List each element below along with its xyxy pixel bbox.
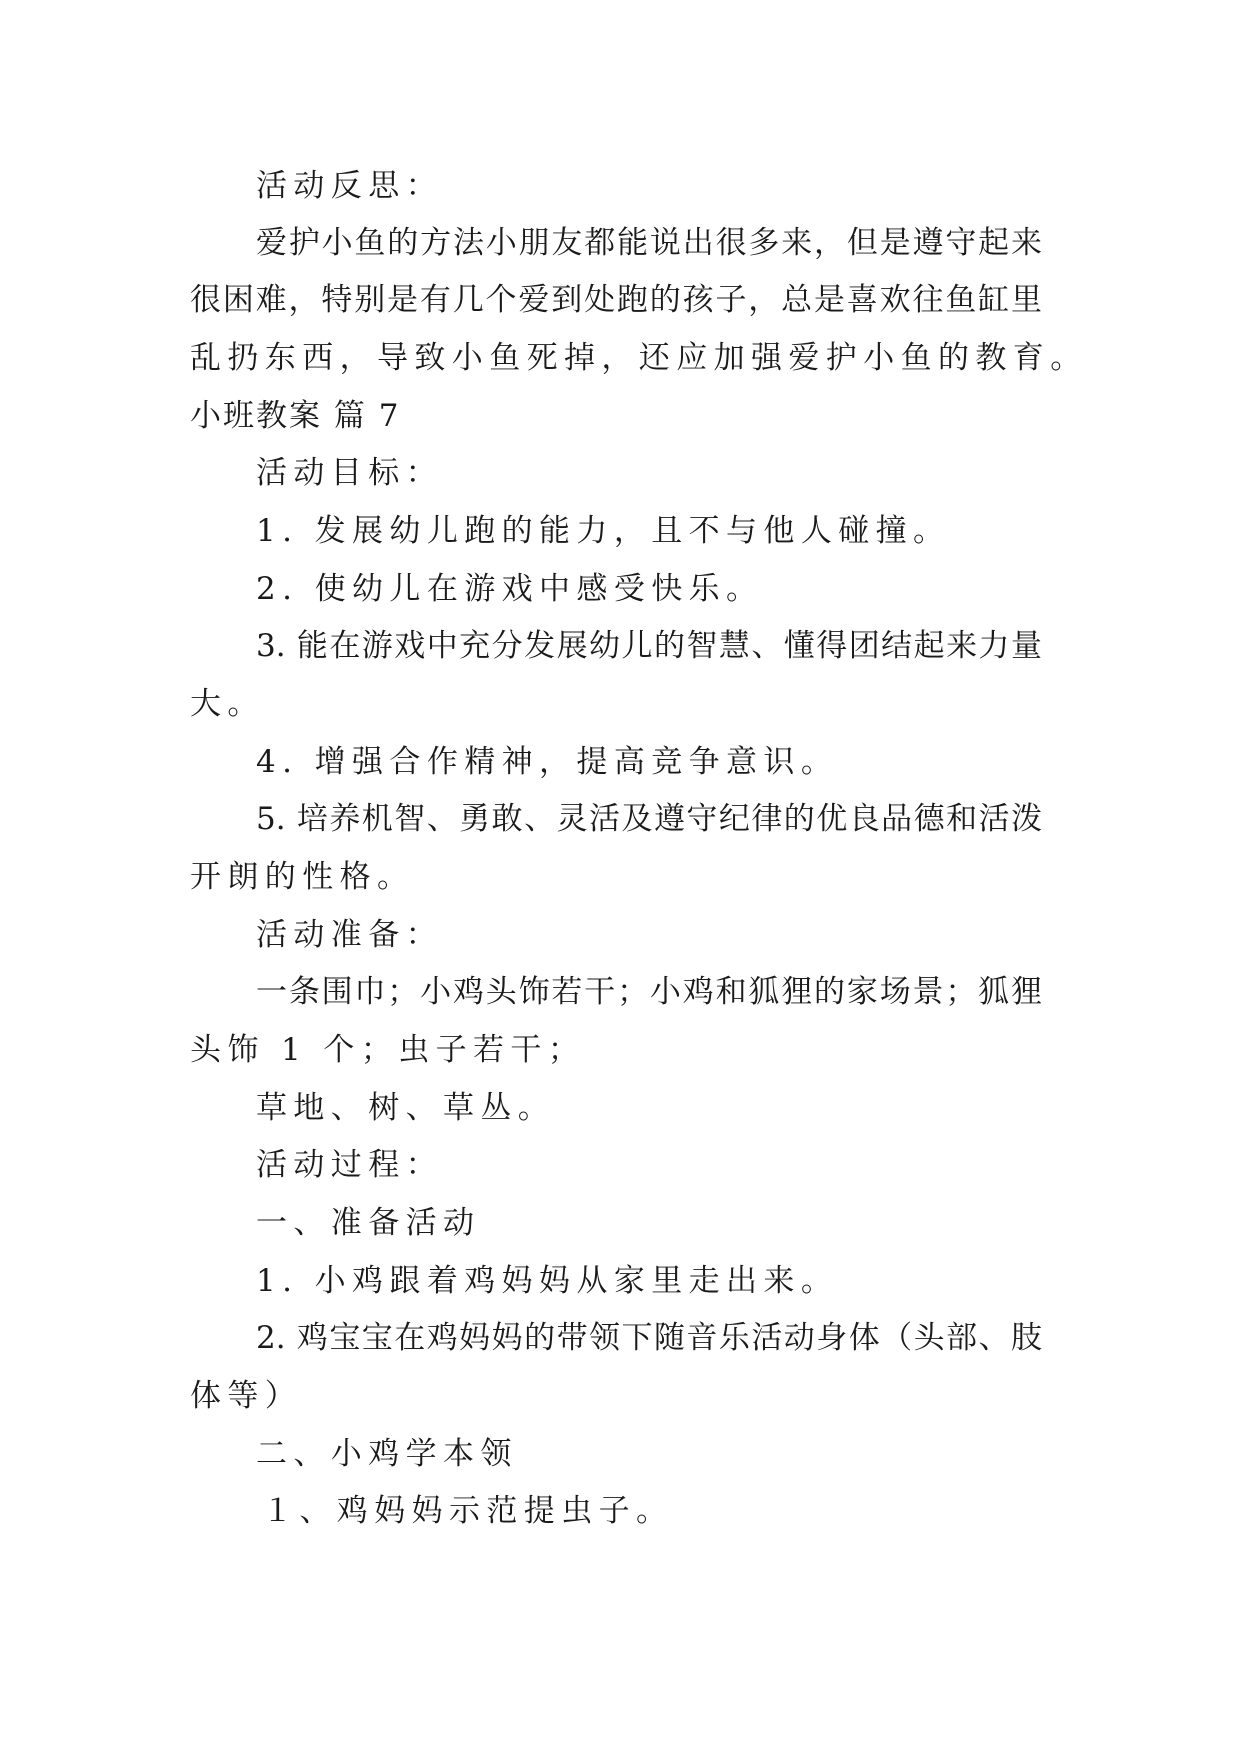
list-item: １、鸡妈妈示范提虫子。 [262,1493,674,1529]
list-item-continuation: 大。 [190,686,265,722]
subsection-heading: 二、小鸡学本领 [256,1436,518,1472]
section-heading-goals: 活动目标： [256,455,443,491]
list-item: 2. 使幼儿在游戏中感受快乐。 [256,571,764,607]
section-heading-reflection: 活动反思： [256,168,443,204]
lesson-plan-title: 小班教案 篇 7 [190,398,401,434]
list-item-continuation: 体等） [190,1378,303,1414]
section-heading-process: 活动过程： [256,1147,443,1183]
paragraph-line: 草地、树、草丛。 [256,1090,556,1126]
paragraph-line: 一条围巾；小鸡头饰若干；小鸡和狐狸的家场景；狐狸 [256,974,1042,1010]
list-item: 3. 能在游戏中充分发展幼儿的智慧、懂得团结起来力量 [256,628,1042,664]
paragraph-line: 很困难，特别是有几个爱到处跑的孩子，总是喜欢往鱼缸里 [190,282,1042,318]
list-item: 1. 小鸡跟着鸡妈妈从家里走出来。 [256,1263,839,1299]
paragraph-line: 头饰 1 个；虫子若干； [190,1032,586,1068]
list-item: 5. 培养机智、勇敢、灵活及遵守纪律的优良品德和活泼 [256,801,1042,837]
list-item-continuation: 开朗的性格。 [190,859,415,895]
paragraph-line: 乱扔东西，导致小鱼死掉，还应加强爱护小鱼的教育。 [190,340,1088,376]
list-item: 1. 发展幼儿跑的能力，且不与他人碰撞。 [256,513,951,549]
list-item: 4. 增强合作精神，提高竞争意识。 [256,744,839,780]
subsection-heading: 一、准备活动 [256,1205,481,1241]
paragraph-line: 爱护小鱼的方法小朋友都能说出很多来，但是遵守起来 [256,225,1042,261]
section-heading-preparation: 活动准备： [256,917,443,953]
list-item: 2. 鸡宝宝在鸡妈妈的带领下随音乐活动身体（头部、肢 [256,1320,1042,1356]
